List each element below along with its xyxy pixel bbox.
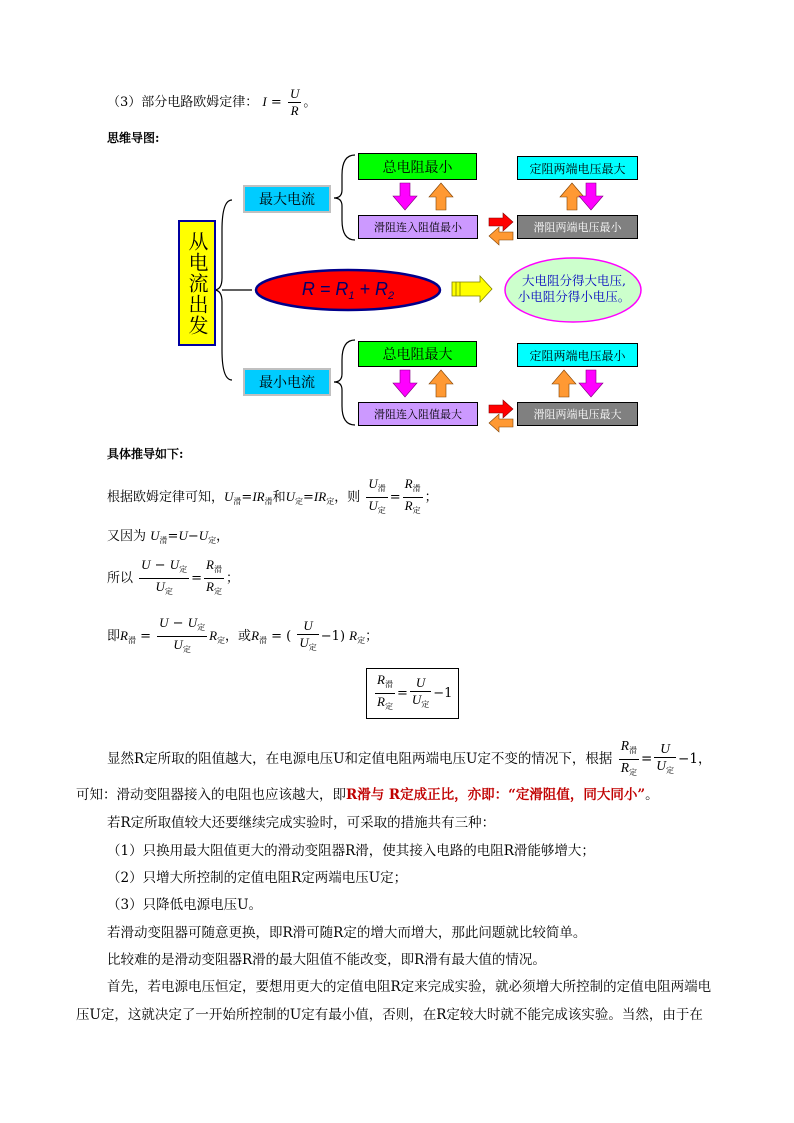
ratio-u: $\frac{U_滑}{U_定}$ — [368, 476, 386, 515]
line1-mid: 和 — [272, 490, 286, 505]
mindmap-title: 思维导图: — [107, 131, 160, 145]
line1-semicolon: ； — [424, 490, 438, 505]
bottom-fixed-voltage-box: 定阻两端电压最小 — [517, 343, 638, 367]
para1-frac-r: $\frac{R_滑}{R_定}$ — [620, 738, 637, 777]
line4-semicolon: ； — [365, 629, 379, 644]
ellipse-text — [510, 273, 638, 305]
ratio-r: $\frac{R_滑}{R_定}$ — [404, 476, 421, 515]
derivation-line-3: 所以 $\frac{U - U_定}{U_定}$ = $\frac{R_滑}{R_定}$ ； — [107, 557, 239, 600]
line4-frac: $\frac{U - U_定}{U_定}$ — [159, 615, 206, 654]
para2-a: 可知：滑动变阻器接入的电阻也应该越大，即 — [76, 787, 346, 803]
derivation-line-2: 又因为 $U_滑=U-U_定$， — [107, 528, 230, 545]
paragraph-7: 压U定，这就决定了一开始所控制的U定有最小值，否则，在R定较大时就不能完成该实验。当然，由于在 — [76, 1007, 703, 1023]
ohm-law-denominator: R — [290, 103, 299, 118]
bottom-slider-resistance-box: 滑阻连入阻值最大 — [358, 402, 478, 426]
paragraph-5: 比较难的是滑动变阻器R滑的最大阻值不能改变，即R滑有最大值的情况。 — [107, 952, 546, 968]
bottom-total-resistance-box: 总电阻最大 — [358, 341, 477, 367]
top-total-resistance-box: 总电阻最小 — [358, 153, 477, 180]
max-current-box: 最大电流 — [243, 185, 331, 213]
line4-frac2: $\frac{U}{U_定}$ — [299, 617, 317, 652]
line3-frac-right: $\frac{R_滑}{R_定}$ — [206, 557, 222, 596]
top-slider-resistance-box: 滑阻连入阻值最小 — [358, 215, 478, 239]
top-fixed-voltage-box: 定阻两端电压最大 — [517, 156, 638, 180]
ohm-law-end: 。 — [303, 95, 317, 110]
line3-semicolon: ； — [225, 571, 239, 586]
paragraph-6: 首先，若电源电压恒定，要想用更大的定值电阻R定来完成实验，就必须增大所控制的定值电阻两端电 — [107, 979, 712, 995]
ellipse-line2: 小电阻分得小电压。 — [517, 289, 631, 304]
line4-or: ，或 — [225, 629, 252, 644]
line2-prefix: 又因为 — [107, 529, 147, 544]
ellipse-line1: 大电阻分得大电压, — [522, 273, 626, 288]
para1-end: ， — [697, 751, 712, 767]
root-box: 从电流出发 — [178, 220, 216, 346]
para2-highlight: R滑与 R定成正比，亦即：“定滑阻值，同大同小” — [346, 787, 646, 803]
paragraph-3: 若R定所取值较大还要继续完成实验时，可采取的措施共有三种： — [107, 815, 496, 831]
line4-prefix: 即 — [107, 629, 121, 644]
bottom-slider-voltage-box: 滑阻两端电压最大 — [517, 402, 638, 426]
center-formula — [256, 274, 440, 306]
ohm-law-label: （3）部分电路欧姆定律： — [107, 95, 259, 110]
boxed-frac-u: $\frac{U}{U_定}$ — [411, 674, 430, 709]
line3-frac-left: $\frac{U - U_定}{U_定}$ — [141, 557, 188, 596]
ohm-law-line: （3）部分电路欧姆定律： I = $\frac{U}{R}$ 。 — [107, 86, 317, 118]
measure-item-3: （3）只降低电源电压U。 — [107, 897, 262, 913]
line3-prefix: 所以 — [107, 571, 134, 586]
ohm-law-current: I — [262, 94, 267, 109]
line1-then: ，则 — [334, 490, 361, 505]
paragraph-2 — [76, 786, 659, 804]
derivation-line-1: 根据欧姆定律可知，$U_滑=IR_滑$和$U_定=IR_定$，则 $\frac{U_滑}{U_定}$ = $\frac{R_滑}{R_定}$ ； — [107, 476, 438, 519]
ohm-law-numerator: U — [289, 86, 300, 101]
measure-item-1: （1）只换用最大阻值更大的滑动变阻器R滑，使其接入电路的电阻R滑能够增大； — [107, 843, 595, 859]
para1-frac-u: $\frac{U}{U_定}$ — [656, 740, 675, 775]
boxed-frac-r: $\frac{R_滑}{R_定}$ — [377, 672, 393, 711]
boxed-formula: $\frac{R_滑}{R_定}$ = $\frac{U}{U_定}$ −1 — [366, 668, 459, 719]
center-formula-text: $R = R_1 + R_2$ — [301, 278, 395, 302]
para2-c: 。 — [645, 787, 659, 803]
top-slider-voltage-box: 滑阻两端电压最小 — [517, 215, 638, 239]
line1-prefix: 根据欧姆定律可知， — [107, 490, 225, 505]
derivation-line-4: 即$R_滑$ = $\frac{U - U_定}{U_定}$ $R_定$，或$R_滑$ = ( $\frac{U}{U_定}$ −1) $R_定$； — [107, 615, 378, 658]
measure-item-2: （2）只增大所控制的定值电阻R定两端电压U定； — [107, 870, 408, 886]
para1-text: 显然R定所取的阻值越大，在电源电压U和定值电阻两端电压U定不变的情况下，根据 — [107, 751, 613, 767]
derivation-title: 具体推导如下: — [107, 447, 184, 461]
paragraph-4: 若滑动变阻器可随意更换，即R滑可随R定的增大而增大，那此问题就比较简单。 — [107, 925, 587, 941]
paragraph-1: 显然R定所取的阻值越大，在电源电压U和定值电阻两端电压U定不变的情况下，根据 $\frac{R_滑}{R_定}$ = $\frac{U}{U_定}$ −1， — [107, 738, 711, 781]
min-current-box: 最小电流 — [243, 368, 331, 396]
